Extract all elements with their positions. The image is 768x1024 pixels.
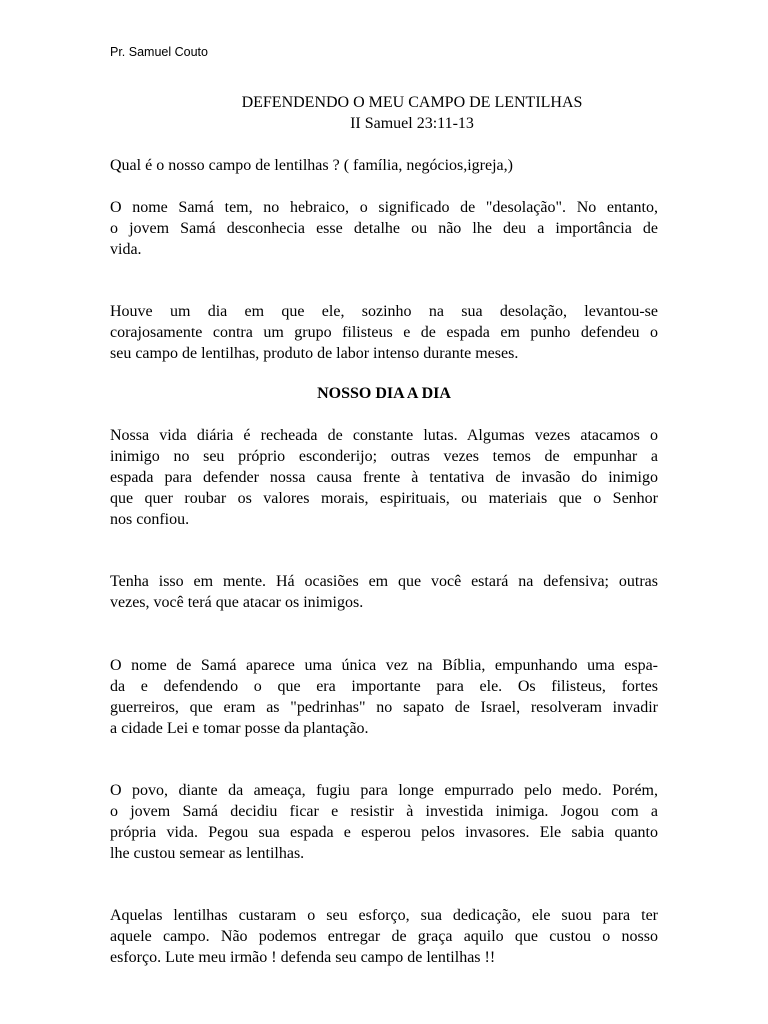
paragraph-line: Nossa vida diária é recheada de constante lutas. Algumas vezes atacamos o	[110, 427, 658, 444]
section-heading: NOSSO DIA A DIA	[317, 385, 451, 402]
author-name: Pr. Samuel Couto	[110, 45, 208, 59]
paragraph-sama-name	[110, 197, 658, 260]
paragraph-line: aquele campo. Não podemos entregar de graça aquilo que custou o nosso	[110, 928, 658, 945]
paragraph-line: própria vida. Pegou sua espada e esperou pelos invasores. Ele sabia quanto	[110, 824, 658, 841]
paragraph-line: inimigo no seu próprio esconderijo; outras vezes temos de empunhar a	[110, 448, 658, 465]
paragraph-tenha-isso	[110, 571, 658, 613]
paragraph-line: O povo, diante da ameaça, fugiu para longe empurrado pelo medo. Porém,	[110, 782, 658, 799]
paragraph-vida-diaria	[110, 425, 658, 530]
paragraph-line: Aquelas lentilhas custaram o seu esforço, sua dedicação, ele suou para ter	[110, 907, 658, 924]
paragraph-aquelas-lentilhas	[110, 905, 658, 968]
paragraph-houve-um-dia	[110, 301, 658, 364]
paragraph-nome-sama-biblia	[110, 655, 658, 739]
paragraph-line: guerreiros, que eram as "pedrinhas" no sapato de Israel, resolveram invadir	[110, 699, 658, 716]
paragraph-line: vezes, você terá que atacar os inimigos.	[110, 594, 364, 611]
paragraph-line: vida.	[110, 241, 142, 258]
document-title: DEFENDENDO O MEU CAMPO DE LENTILHAS	[241, 94, 583, 111]
paragraph-o-povo	[110, 780, 658, 864]
paragraph-line: O nome de Samá aparece uma única vez na Bíblia, empunhando uma espa-	[110, 657, 658, 674]
paragraph-line: Qual é o nosso campo de lentilhas ? ( família, negócios,igreja,)	[110, 157, 513, 174]
paragraph-line: que quer roubar os valores morais, espirituais, ou materiais que o Senhor	[110, 490, 658, 507]
paragraph-line: seu campo de lentilhas, produto de labor intenso durante meses.	[110, 345, 519, 362]
paragraph-line: o jovem Samá decidiu ficar e resistir à investida inimiga. Jogou com a	[110, 803, 658, 820]
paragraph-line: lhe custou semear as lentilhas.	[110, 845, 305, 862]
paragraph-line: o jovem Samá desconhecia esse detalhe ou não lhe deu a importância de	[110, 220, 658, 237]
paragraph-line: da e defendendo o que era importante para ele. Os filisteus, fortes	[110, 678, 658, 695]
paragraph-line: Houve um dia em que ele, sozinho na sua desolação, levantou-se	[110, 303, 658, 320]
paragraph-line: esforço. Lute meu irmão ! defenda seu campo de lentilhas !!	[110, 949, 496, 966]
paragraph-line: corajosamente contra um grupo filisteus e de espada em punho defendeu o	[110, 324, 658, 341]
scripture-reference: II Samuel 23:11-13	[350, 115, 474, 132]
paragraph-line: Tenha isso em mente. Há ocasiões em que você estará na defensiva; outras	[110, 573, 658, 590]
paragraph-line: nos confiou.	[110, 511, 190, 528]
paragraph-question	[110, 155, 658, 176]
paragraph-line: espada para defender nossa causa frente à tentativa de invasão do inimigo	[110, 469, 658, 486]
paragraph-line: a cidade Lei e tomar posse da plantação.	[110, 720, 369, 737]
paragraph-line: O nome Samá tem, no hebraico, o significado de "desolação". No entanto,	[110, 199, 658, 216]
